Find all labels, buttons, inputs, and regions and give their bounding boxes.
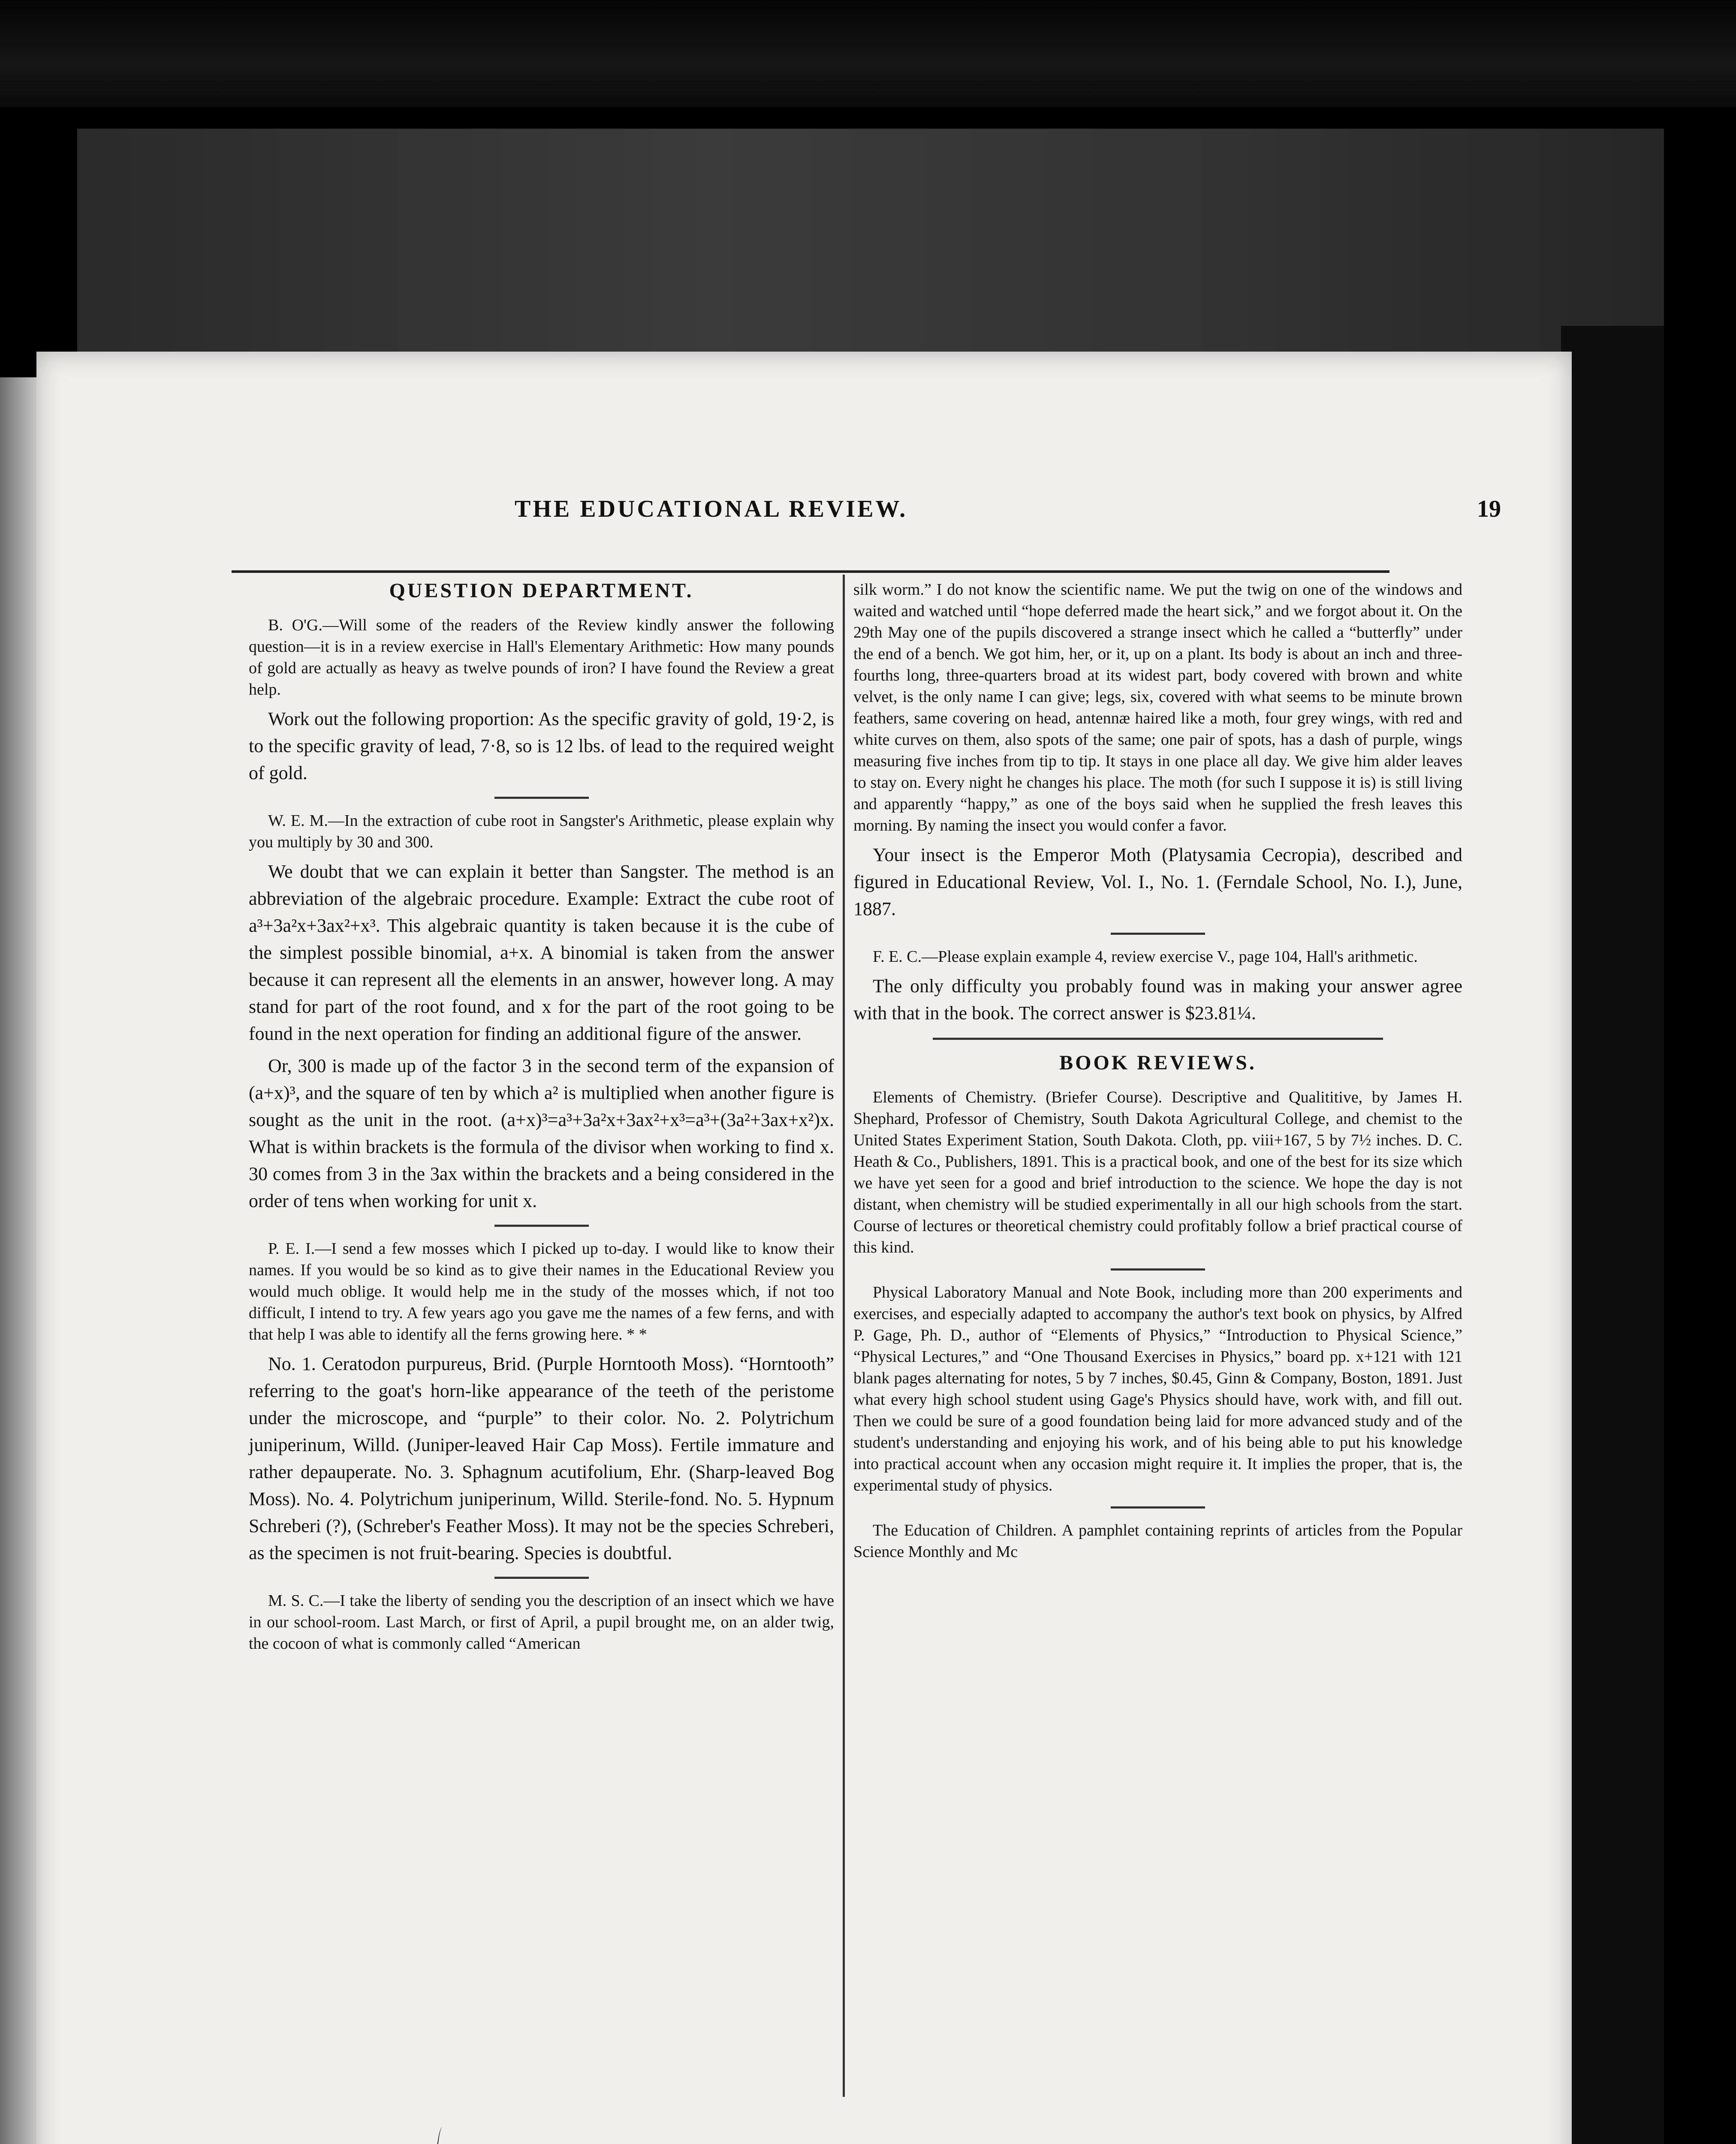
right-column <box>853 579 1462 1568</box>
question-msc-continued: silk worm.” I do not know the scientific name. We put the twig on one of the windows and waited and watched until “hope deferred made the heart sick,” and we forgot about it. On the 29th May one of the pupils discovered a strange insect which he called a “butterfly” under the end of a bench. We got him, her, or it, up on a plant. Its body is about an inch and three-fourths long, three-quarters broad at its widest part, body covered with brown and white velvet, is the only name I can give; legs, six, covered with what seems to be minute brown feathers, same covering on head, antennæ haired like a moth, four grey wings, with red and white curves on them, also spots of the same; one pair of spots, has a dash of purple, wings measuring five inches from tip to tip. It stays in one place all day. We give him alder leaves to stay on. Every night he changes his place. The moth (for such I suppose it is) is still living and apparently “happy,” as one of the boys said when he supplied the fresh leaves this morning. By naming the insect you would confer a favor. <box>853 581 1462 834</box>
film-border-top <box>0 0 1736 107</box>
question-fec: F. E. C.—Please explain example 4, review exercise V., page 104, Hall's arithmetic. <box>873 948 1418 966</box>
answer-msc: Your insect is the Emperor Moth (Platysamia Cecropia), described and figured in Educational Review, Vol. I., No. 1. (Ferndale School, No. I.), June, 1887. <box>853 844 1462 919</box>
review-physical-laboratory-manual: Physical Laboratory Manual and Note Book, including more than 200 experiments and exercises, and especially adapted to accompany the author's text book on physics, by Alfred P. Gage, Ph. D., author of “Elements of Physics,” “Introduction to Physical Science,” “Physical Lectures,” and “One Thousand Exercises in Physics,” board pp. x+121 with 121 blank pages alternating for notes, 5 by 7 inches, $0.45, Ginn & Company, Boston, 1891. Just what every high school student using Gage's Physics should have, work with, and fill out. Then we could be sure of a good foundation being laid for more advanced study and of the student's understanding and enjoying his work, and of his being able to put his knowledge into practical account when any occasion might require it. It implies the proper, that is, the experimental study of physics. <box>853 1283 1462 1494</box>
separator-rule <box>1111 1506 1205 1509</box>
answer-bog: Work out the following proportion: As the specific gravity of gold, 19·2, is to the specific gravity of lead, 7·8, so is 12 lbs. of lead to the required weight of gold. <box>249 708 834 783</box>
page-header <box>515 495 1501 534</box>
answer-pei: No. 1. Ceratodon purpureus, Brid. (Purple Horntooth Moss). “Horntooth” referring to the goat's horn-like appearance of the teeth of the peristome under the microscope, and “purple” to their color. No. 2. Polytrichum juniperinum, Willd. (Juniper-leaved Hair Cap Moss). Fertile immature and rather depauperate. No. 3. Sphagnum acutifolium, Ehr. (Sharp-leaved Bog Moss). No. 4. Polytrichum juniperinum, Willd. Sterile-fond. No. 5. Hypnum Schreberi (?), (Schreber's Feather Moss). It may not be the species Schreberi, as the specimen is not fruit-bearing. Species is doubtful. <box>249 1353 834 1563</box>
answer-fec: The only difficulty you probably found was in making your answer agree with that in the book. The correct answer is $23.81¼. <box>853 976 1462 1024</box>
section-rule <box>933 1038 1383 1040</box>
review-elements-of-chemistry: Elements of Chemistry. (Briefer Course). Descriptive and Qualititive, by James H. Shephard, Professor of Chemistry, South Dakota Agricultural College, and chemist to the United States Experiment Station, South Dakota. Cloth, pp. viii+167, 5 by 7½ inches. D. C. Heath & Co., Publishers, 1891. This is a practical book, and one of the best for its size which we have yet seen for a good and brief introduction to the science. We hope the day is not distant, when chemistry will be studied experimentally in all our high schools from the start. Course of lectures or theoretical chemistry could profitably follow a brief practical course of this kind. <box>853 1088 1462 1256</box>
left-column <box>249 579 834 1659</box>
running-title: THE EDUCATIONAL REVIEW. <box>515 496 908 522</box>
book-reviews-heading: BOOK REVIEWS. <box>1059 1051 1257 1074</box>
review-education-of-children: The Education of Children. A pamphlet containing reprints of articles from the Popular Science Monthly and Mc <box>853 1521 1462 1561</box>
separator-rule <box>494 1577 589 1579</box>
separator-rule <box>494 1225 589 1227</box>
answer-wem-part1: We doubt that we can explain it better than Sangster. The method is an abbreviation of the algebraic procedure. Example: Extract the cube root of a³+3a²x+3ax²+x³. This algebraic quantity is taken because it is the cube of the simplest possible binomial, a+x. A binomial is taken from the answer because it can represent all the elements in an answer, however long. A may stand for part of the root found, and x for the part of the root going to be found in the next operation for finding an additional figure of the answer. <box>249 861 834 1044</box>
separator-rule <box>1111 1268 1205 1271</box>
question-bog: B. O'G.—Will some of the readers of the Review kindly answer the following question—it is in a review exercise in Hall's Elementary Arithmetic: How many pounds of gold are actually as heavy as twelve pounds of iron? I have found the Review a great help. <box>249 616 834 699</box>
question-wem: W. E. M.—In the extraction of cube root in Sangster's Arithmetic, please explain why you multiply by 30 and 300. <box>249 812 834 851</box>
scan-shadow <box>1561 326 1664 2144</box>
answer-wem-part2: Or, 300 is made up of the factor 3 in the second term of the expansion of (a+x)³, and the square of ten by which a² is multiplied when another figure is sought as the unit in the root. (a+x)³=a³+3a²x+3ax²+x³=a³+(3a²+3ax+x²)x. What is within brackets is the formula of the divisor when working to find x. 30 comes from 3 in the 3ax within the brackets and a being considered in the order of tens when working for unit x. <box>249 1055 834 1211</box>
question-msc: M. S. C.—I take the liberty of sending you the description of an insect which we have in our school-room. Last March, or first of April, a pupil brought me, on an alder twig, the cocoon of what is commonly called “American <box>249 1592 834 1653</box>
separator-rule <box>494 797 589 799</box>
question-department-heading: QUESTION DEPARTMENT. <box>389 579 694 602</box>
separator-rule <box>1111 933 1205 935</box>
column-divider <box>843 575 845 2097</box>
page-number: 19 <box>1477 496 1501 522</box>
question-pei: P. E. I.—I send a few mosses which I picked up to-day. I would like to know their names. If you would be so kind as to give their names in the Educational Review you would much oblige. It would help me in the study of the mosses which, if not too difficult, I intend to try. A few years ago you gave me the names of a few ferns, and with that help I was able to identify all the ferns growing here. * * <box>249 1240 834 1343</box>
header-rule <box>232 570 1389 573</box>
